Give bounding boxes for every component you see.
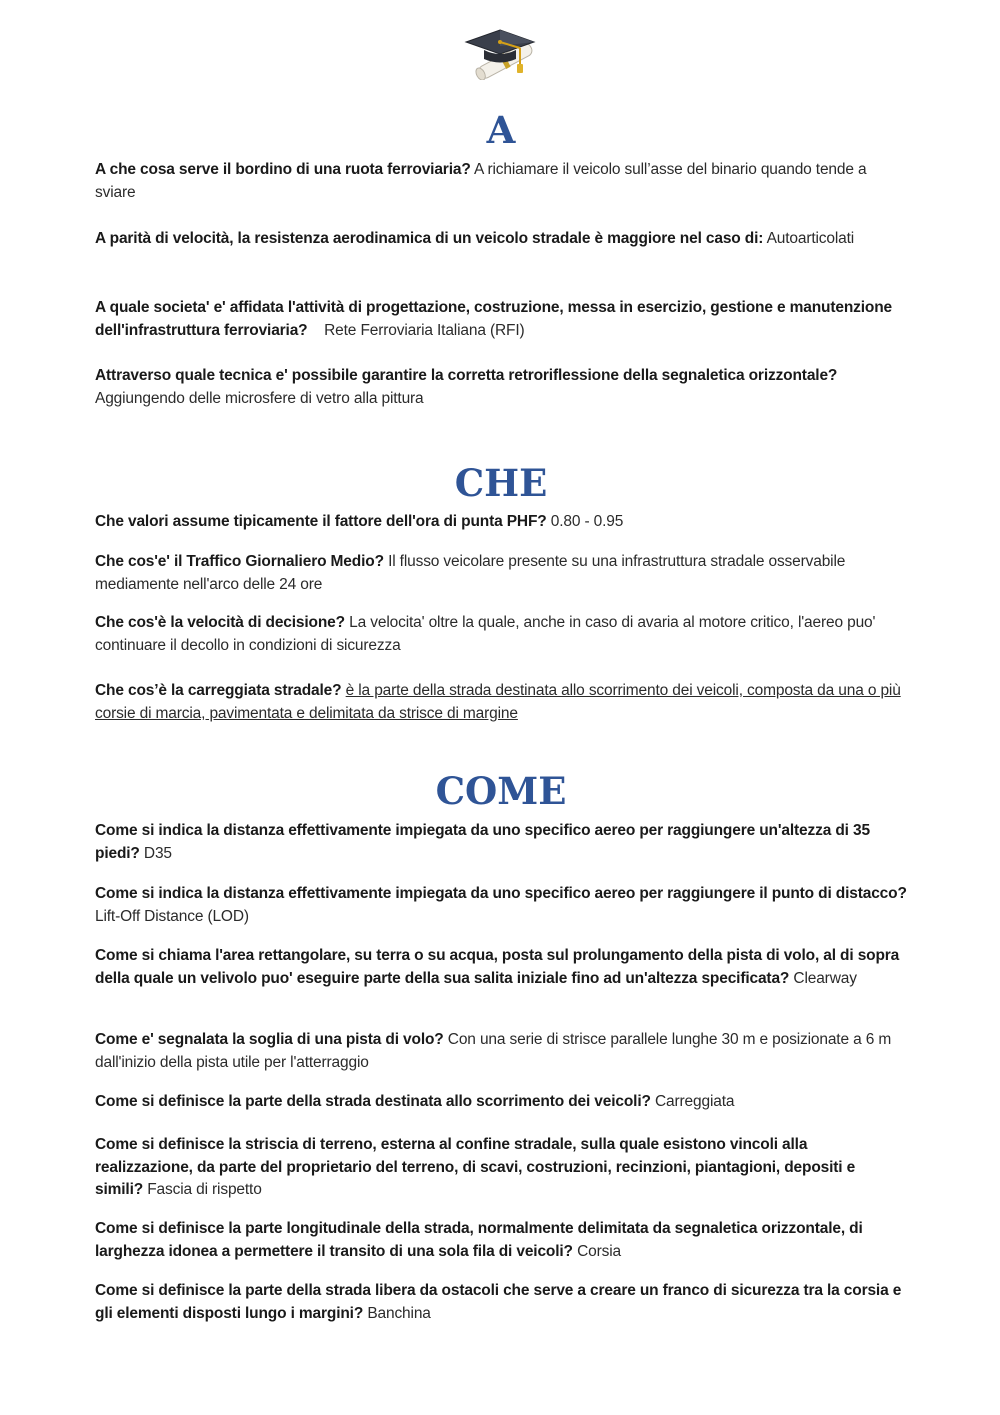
question-text: Come si definisce la parte longitudinale della strada, normalmente delimitata da segnaletica orizzontale, di larghezza idonea a permettere il transito di una sola fila di veicoli? [95,1220,863,1260]
answer-text: A richiamare il veicolo sull’asse del binario quando tende a sviare [95,161,867,201]
question-text: Che cos'è la velocità di decisione? [95,614,345,631]
answer-text: Carreggiata [655,1093,735,1110]
question-text: Che valori assume tipicamente il fattore dell'ora di punta PHF? [95,513,547,530]
qa-item [95,1218,907,1263]
question-text: Come si definisce la parte della strada libera da ostacoli che serve a creare un franco di sicurezza tra la corsia e gli elementi disposti lungo i margini? [95,1282,902,1322]
answer-text: Autoarticolati [766,230,855,247]
question-text: Che cos’è la carreggiata stradale? [95,682,342,699]
answer-text: Rete Ferroviaria Italiana (RFI) [324,321,525,339]
answer-text: Clearway [793,969,857,987]
qa-item [95,1134,907,1202]
qa-item [95,820,907,865]
qa-item [95,1091,907,1114]
answer-text: Corsia [577,1242,621,1260]
section-heading-a: A [486,108,516,152]
question-text: Come si definisce la parte della strada destinata allo scorrimento dei veicoli? [95,1093,651,1110]
question-text: A che cosa serve il bordino di una ruota ferroviaria? [95,161,471,178]
question-text: Come si chiama l'area rettangolare, su terra o su acqua, posta sul prolungamento della pista di volo, al di sopra della quale un velivolo puo' eseguire parte della sua salita iniziale fino ad un'altezza specificata? [95,947,900,987]
qa-item [95,511,907,534]
answer-text: Lift-Off Distance (LOD) [95,907,249,925]
answer-text: 0.80 - 0.95 [550,513,624,530]
qa-item [95,365,907,410]
graduation-cap-icon [462,26,538,80]
qa-item [95,612,907,657]
qa-item [95,1029,907,1074]
answer-text: Fascia di rispetto [147,1181,262,1198]
answer-text: La velocita' oltre la quale, anche in caso di avaria al motore critico, l'aereo puo' continuare il decollo in condizioni di sicurezza [95,614,876,654]
question-text: Come si indica la distanza effettivamente impiegata da uno specifico aereo per raggiungere un'altezza di 35 piedi? [95,822,870,862]
qa-item [95,228,907,251]
answer-text: Con una serie di strisce parallele lunghe 30 m e posizionate a 6 m dall'inizio della pista utile per l'atterraggio [95,1031,892,1071]
qa-item [95,945,907,990]
question-text: Come e' segnalata la soglia di una pista di volo? [95,1031,444,1048]
qa-item [95,1280,907,1325]
answer-text: Banchina [367,1304,431,1322]
question-text: Come si definisce la striscia di terreno, esterna al confine stradale, sulla quale esistono vincoli alla realizzazione, da parte del proprietario del terreno, di scavi, costruzioni, recinzioni, piantagioni, depositi e simili? [95,1136,856,1198]
answer-text: Aggiungendo delle microsfere di vetro alla pittura [95,389,424,407]
question-text: Che cos'e' il Traffico Giornaliero Medio? [95,553,384,570]
answer-text: D35 [143,844,172,862]
qa-item [95,159,907,204]
qa-item [95,297,907,342]
question-text: A quale societa' e' affidata l'attività di progettazione, costruzione, messa in esercizio, gestione e manutenzione dell'infrastruttura ferroviaria? [95,299,892,339]
answer-text: è la parte della strada destinata allo scorrimento dei veicoli, composta da una o più corsie di marcia, pavimentata e delimitata da strisce di margine [95,682,901,722]
answer-text: Il flusso veicolare presente su una infrastruttura stradale osservabile mediamente nell'arco delle 24 ore [95,553,846,593]
qa-item [95,551,907,596]
section-heading-che: CHE [454,461,548,505]
question-text: Attraverso quale tecnica e' possibile garantire la corretta retroriflessione della segnaletica orizzontale? [95,367,838,384]
qa-item [95,680,907,725]
question-text: A parità di velocità, la resistenza aerodinamica di un veicolo stradale è maggiore nel caso di: [95,230,764,247]
section-heading-come: COME [435,769,567,813]
qa-item [95,883,907,928]
question-text: Come si indica la distanza effettivamente impiegata da uno specifico aereo per raggiungere il punto di distacco? [95,885,907,902]
